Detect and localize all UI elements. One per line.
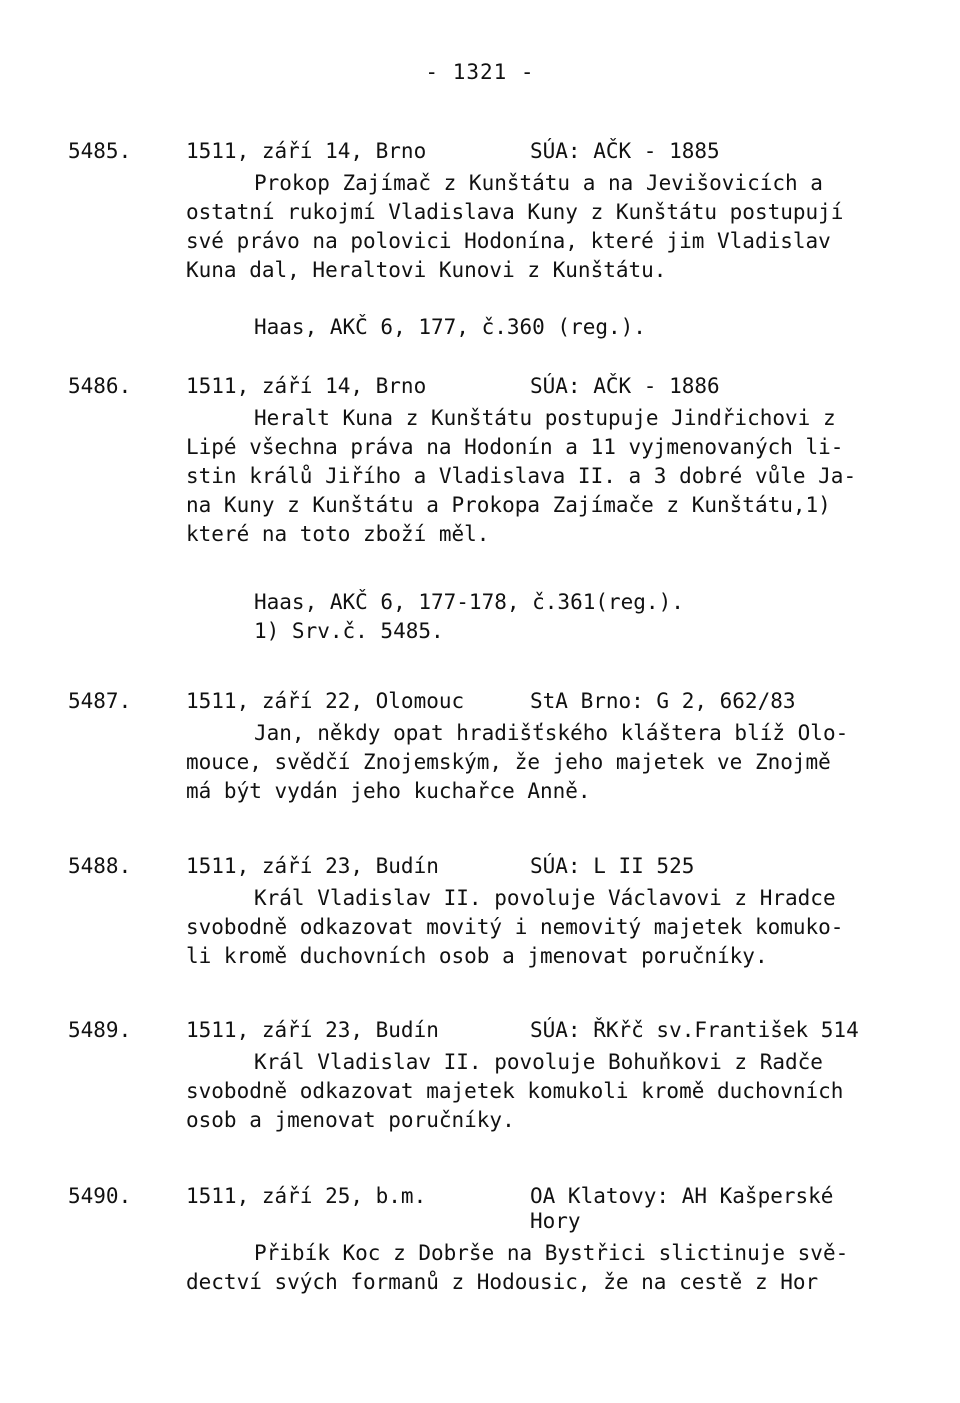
entry-line: osob a jmenovat poručníky.: [186, 1108, 515, 1132]
entry-number: 5489.: [68, 1018, 132, 1042]
citation-line: Haas, AKČ 6, 177, č.360 (reg.).: [254, 315, 646, 339]
entry-source: StA Brno: G 2, 662/83: [530, 689, 796, 713]
entry-line: ostatní rukojmí Vladislava Kuny z Kunštátu postupují: [186, 200, 844, 224]
citation-line: Haas, AKČ 6, 177-178, č.361(reg.).: [254, 590, 684, 614]
entry-date-place: 1511, září 22, Olomouc: [186, 689, 465, 713]
entry-line: má být vydán jeho kuchařce Anně.: [186, 779, 591, 803]
entry-line: dectví svých formanů z Hodousic, že na cestě z Hor: [186, 1270, 819, 1294]
entry-source: SÚA: ŘKřč sv.František 514: [530, 1018, 859, 1042]
entry-line: svobodně odkazovat movitý i nemovitý majetek komuko-: [186, 915, 844, 939]
entry-date-place: 1511, září 14, Brno: [186, 374, 427, 398]
entry-date-place: 1511, září 14, Brno: [186, 139, 427, 163]
entry-line: stin králů Jiřího a Vladislava II. a 3 dobré vůle Ja-: [186, 464, 857, 488]
entry-date-place: 1511, září 23, Budín: [186, 1018, 439, 1042]
entry-line: mouce, svědčí Znojemským, že jeho majetek ve Znojmě: [186, 750, 831, 774]
entry-line: li kromě duchovních osob a jmenovat poručníky.: [186, 944, 768, 968]
entry-line: Heralt Kuna z Kunštátu postupuje Jindřichovi z: [254, 406, 836, 430]
entry-line: Král Vladislav II. povoluje Václavovi z Hradce: [254, 886, 836, 910]
entry-date-place: 1511, září 23, Budín: [186, 854, 439, 878]
entry-line: Lipé všechna práva na Hodonín a 11 vyjmenovaných li-: [186, 435, 844, 459]
entry-text: [186, 1048, 896, 1135]
entry-number: 5488.: [68, 854, 132, 878]
entry-text: [186, 404, 896, 549]
entry-source: SÚA: AČK - 1886: [530, 374, 720, 398]
entry-number: 5485.: [68, 139, 132, 163]
entry-citation: [254, 313, 646, 342]
entry-line: které na toto zboží měl.: [186, 522, 490, 546]
citation-footnote: 1) Srv.č. 5485.: [254, 619, 444, 643]
entry-number: 5487.: [68, 689, 132, 713]
entry-number: 5490.: [68, 1184, 132, 1208]
entry-text: [186, 884, 896, 971]
entry-line: Přibík Koc z Dobrše na Bystřici slictinuje svě-: [254, 1241, 849, 1265]
entry-line: Prokop Zajímač z Kunštátu a na Jevišovicích a: [254, 171, 823, 195]
entry-date-place: 1511, září 25, b.m.: [186, 1184, 427, 1208]
page-number: - 1321 -: [425, 60, 535, 84]
entry-source: OA Klatovy: AH Kašperské: [530, 1184, 834, 1208]
entry-text: [186, 1239, 896, 1297]
entry-line: Kuna dal, Heraltovi Kunovi z Kunštátu.: [186, 258, 667, 282]
entry-line: svobodně odkazovat majetek komukoli kromě duchovních: [186, 1079, 844, 1103]
entry-text: [186, 719, 896, 806]
entry-source: SÚA: L II 525: [530, 854, 695, 878]
entry-line: Jan, někdy opat hradišťského kláštera blíž Olo-: [254, 721, 849, 745]
entry-citation: [254, 588, 684, 646]
entry-line: na Kuny z Kunštátu a Prokopa Zajímače z Kunštátu,1): [186, 493, 831, 517]
entry-text: [186, 169, 896, 285]
entry-source: SÚA: AČK - 1885: [530, 139, 720, 163]
entry-source-continued: Hory: [530, 1209, 581, 1233]
entry-number: 5486.: [68, 374, 132, 398]
entry-line: Král Vladislav II. povoluje Bohuňkovi z Radče: [254, 1050, 823, 1074]
entry-line: své právo na polovici Hodonína, které jim Vladislav: [186, 229, 831, 253]
